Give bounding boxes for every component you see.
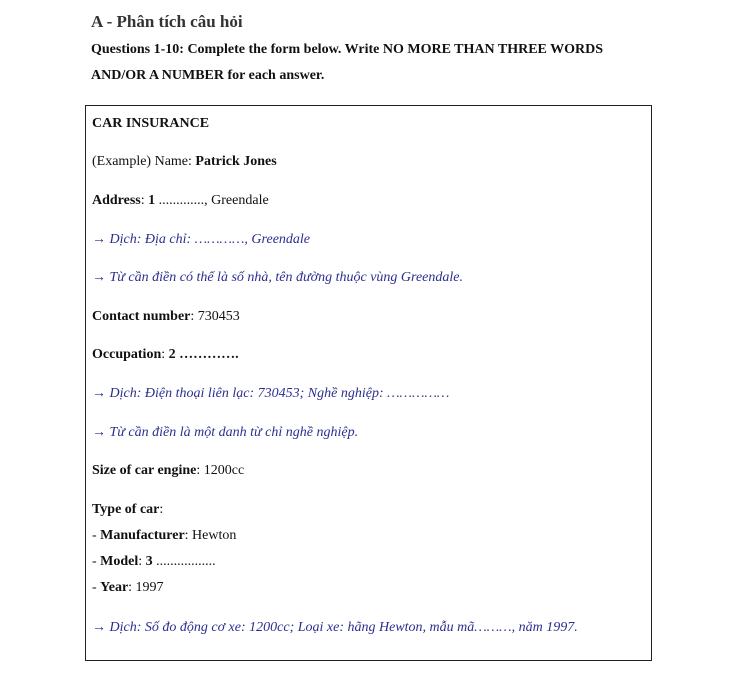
- engine-label: Size of car engine: [92, 463, 197, 478]
- occupation-label: Occupation: [92, 347, 162, 362]
- instructions-line-2: AND/OR A NUMBER for each answer.: [91, 68, 325, 83]
- address-question-number: 1: [148, 193, 156, 208]
- type-label: Type of car: [92, 502, 160, 517]
- year-row: [92, 579, 164, 597]
- form-title: CAR INSURANCE: [92, 116, 210, 131]
- model-dash: -: [92, 554, 101, 569]
- name-prefix: (Example) Name:: [92, 154, 196, 169]
- address-rest: ............., Greendale: [155, 193, 269, 208]
- model-sep: :: [138, 554, 146, 569]
- model-row: [92, 553, 216, 571]
- translation-note-5: → Dịch: Số đo động cơ xe: 1200cc; Loại xe: hãng Hewton, mẫu mã………, năm 1997.: [92, 620, 578, 635]
- year-dash: -: [92, 580, 101, 595]
- section-heading: A - Phân tích câu hỏi: [91, 12, 243, 31]
- instructions-line-1: Questions 1-10: Complete the form below. Write NO MORE THAN THREE WORDS: [91, 42, 604, 57]
- occupation-question-number: 2 ………….: [168, 347, 239, 362]
- address-label: Address: [92, 193, 141, 208]
- form-box: [85, 105, 652, 661]
- type-row: [92, 501, 163, 519]
- engine-value: : 1200cc: [196, 463, 245, 478]
- contact-value: : 730453: [190, 309, 240, 324]
- contact-row: [92, 308, 240, 326]
- manufacturer-value: : Hewton: [184, 528, 237, 543]
- manufacturer-label: Manufacturer: [100, 528, 185, 543]
- translation-note-1: → Dịch: Địa chỉ: …………, Greendale: [92, 232, 311, 247]
- model-label: Model: [100, 554, 139, 569]
- type-sep: :: [159, 502, 164, 517]
- name-value: Patrick Jones: [195, 154, 277, 169]
- translation-note-3: → Dịch: Điện thoại liên lạc: 730453; Nghề nghiệp: ……………: [92, 386, 450, 401]
- name-row: [92, 153, 277, 171]
- year-value: : 1997: [128, 580, 164, 595]
- year-label: Year: [100, 580, 129, 595]
- occupation-sep: :: [161, 347, 169, 362]
- model-question-number: 3: [145, 554, 153, 569]
- address-row: [92, 192, 269, 210]
- manufacturer-row: [92, 527, 236, 545]
- hint-note-2: → Từ cần điền có thể là số nhà, tên đường thuộc vùng Greendale.: [92, 270, 463, 285]
- model-rest: .................: [152, 554, 216, 569]
- engine-row: [92, 462, 244, 480]
- occupation-row: [92, 346, 239, 364]
- hint-note-4: → Từ cần điền là một danh từ chỉ nghề nghiệp.: [92, 425, 359, 440]
- contact-label: Contact number: [92, 309, 191, 324]
- manufacturer-dash: -: [92, 528, 101, 543]
- address-sep: :: [140, 193, 149, 208]
